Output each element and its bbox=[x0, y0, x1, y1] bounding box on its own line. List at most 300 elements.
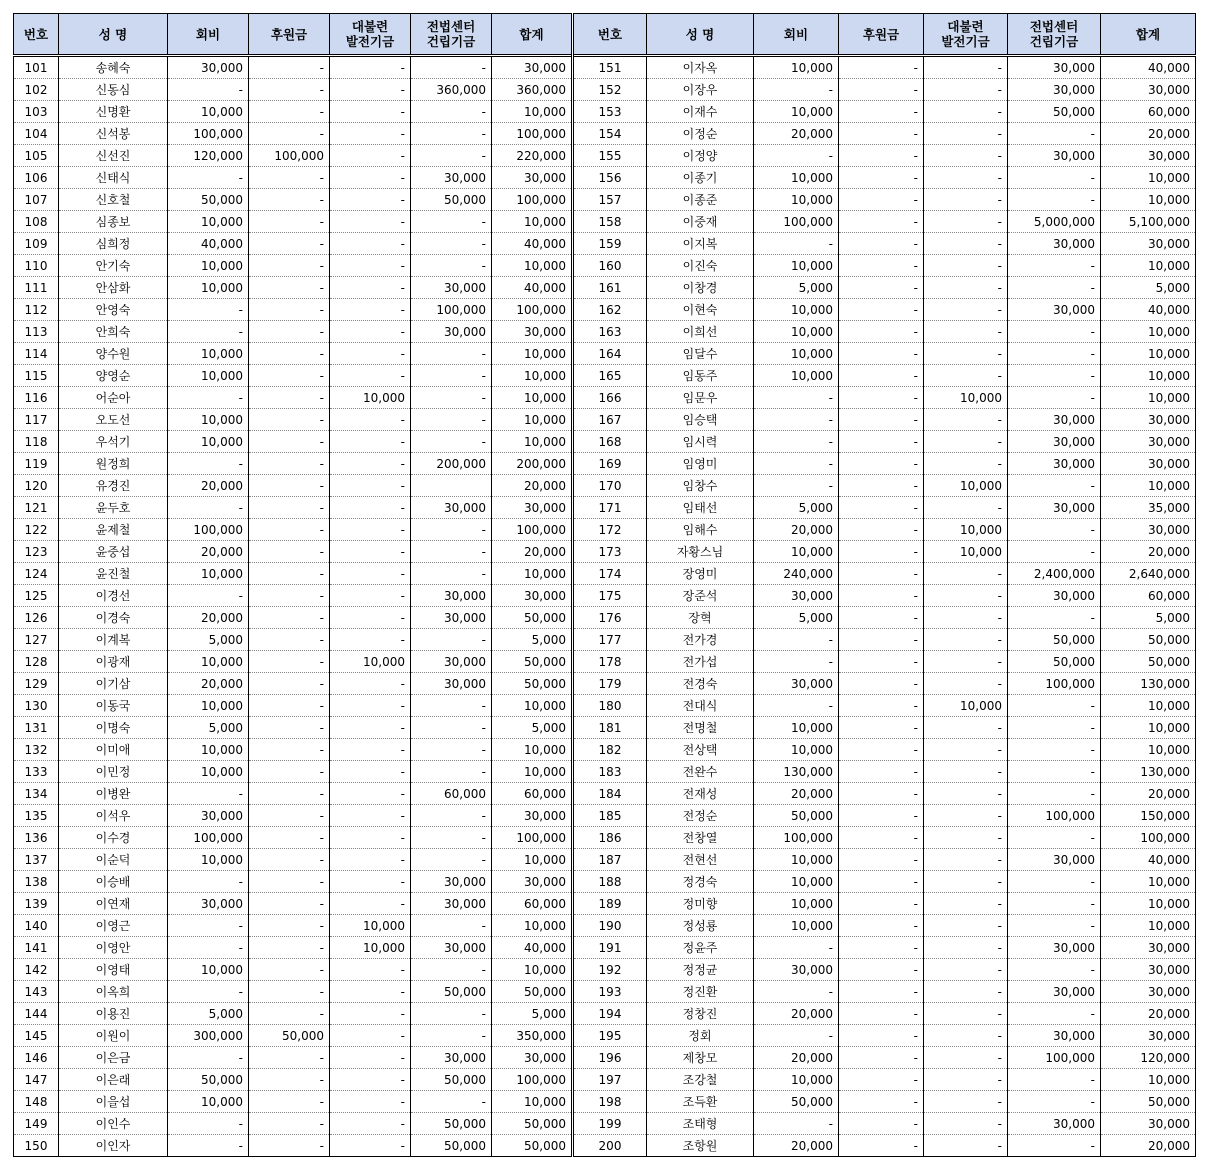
cell-kubf-fund: - bbox=[924, 497, 1008, 519]
cell-donation: - bbox=[249, 387, 330, 409]
cell-number: 150 bbox=[14, 1135, 59, 1157]
cell-name: 이민정 bbox=[59, 761, 168, 783]
cell-name: 이영안 bbox=[59, 937, 168, 959]
table-row bbox=[14, 673, 1196, 695]
cell-center-fund: 30,000 bbox=[411, 321, 492, 343]
cell-total: 100,000 bbox=[492, 827, 573, 849]
cell-number: 185 bbox=[573, 805, 647, 827]
cell-total: 20,000 bbox=[1101, 783, 1196, 805]
cell-donation: 50,000 bbox=[249, 1025, 330, 1047]
cell-donation: - bbox=[249, 827, 330, 849]
cell-kubf-fund: - bbox=[924, 1091, 1008, 1113]
cell-kubf-fund: - bbox=[924, 915, 1008, 937]
cell-center-fund: - bbox=[411, 915, 492, 937]
cell-donation: - bbox=[839, 1091, 924, 1113]
cell-name: 안희숙 bbox=[59, 321, 168, 343]
cell-center-fund: 30,000 bbox=[1008, 409, 1101, 431]
cell-kubf-fund: - bbox=[924, 585, 1008, 607]
cell-center-fund: 30,000 bbox=[411, 651, 492, 673]
cell-donation: - bbox=[839, 497, 924, 519]
cell-center-fund: - bbox=[1008, 387, 1101, 409]
cell-kubf-fund: - bbox=[924, 849, 1008, 871]
cell-total: 5,000 bbox=[1101, 277, 1196, 299]
cell-name: 조득환 bbox=[647, 1091, 754, 1113]
cell-kubf-fund: - bbox=[330, 475, 411, 497]
cell-total: 20,000 bbox=[1101, 1135, 1196, 1157]
cell-center-fund: 30,000 bbox=[411, 497, 492, 519]
cell-kubf-fund: - bbox=[330, 1113, 411, 1135]
cell-donation: - bbox=[249, 101, 330, 123]
table-row bbox=[14, 1135, 1196, 1157]
cell-center-fund: - bbox=[1008, 871, 1101, 893]
cell-total: 30,000 bbox=[1101, 233, 1196, 255]
cell-dues: - bbox=[754, 233, 839, 255]
cell-kubf-fund: - bbox=[330, 409, 411, 431]
cell-kubf-fund: - bbox=[330, 739, 411, 761]
cell-name: 심종보 bbox=[59, 211, 168, 233]
header-name-right: 성 명 bbox=[647, 14, 754, 56]
cell-center-fund: 30,000 bbox=[1008, 1025, 1101, 1047]
cell-total: 120,000 bbox=[1101, 1047, 1196, 1069]
cell-donation: - bbox=[839, 233, 924, 255]
cell-dues: 30,000 bbox=[754, 959, 839, 981]
cell-total: 10,000 bbox=[1101, 915, 1196, 937]
cell-number: 164 bbox=[573, 343, 647, 365]
cell-center-fund: 30,000 bbox=[411, 607, 492, 629]
cell-number: 155 bbox=[573, 145, 647, 167]
cell-center-fund: - bbox=[1008, 255, 1101, 277]
cell-donation: - bbox=[249, 1091, 330, 1113]
cell-number: 195 bbox=[573, 1025, 647, 1047]
cell-name: 이기삼 bbox=[59, 673, 168, 695]
table-row bbox=[14, 431, 1196, 453]
cell-number: 175 bbox=[573, 585, 647, 607]
cell-center-fund: 50,000 bbox=[411, 1113, 492, 1135]
cell-dues: 20,000 bbox=[168, 541, 249, 563]
cell-total: 5,000 bbox=[492, 629, 573, 651]
cell-number: 177 bbox=[573, 629, 647, 651]
cell-dues: 300,000 bbox=[168, 1025, 249, 1047]
cell-dues: 20,000 bbox=[754, 1135, 839, 1157]
cell-dues: - bbox=[168, 387, 249, 409]
cell-center-fund: - bbox=[1008, 915, 1101, 937]
cell-center-fund: 30,000 bbox=[1008, 585, 1101, 607]
cell-center-fund: 200,000 bbox=[411, 453, 492, 475]
cell-kubf-fund: - bbox=[924, 1003, 1008, 1025]
cell-name: 이옥희 bbox=[59, 981, 168, 1003]
cell-donation: - bbox=[839, 871, 924, 893]
cell-name: 이용진 bbox=[59, 1003, 168, 1025]
cell-total: 10,000 bbox=[1101, 739, 1196, 761]
cell-kubf-fund: 10,000 bbox=[924, 519, 1008, 541]
cell-donation: - bbox=[249, 233, 330, 255]
table-row bbox=[14, 1091, 1196, 1113]
cell-total: 100,000 bbox=[492, 519, 573, 541]
cell-name: 전정순 bbox=[647, 805, 754, 827]
cell-number: 126 bbox=[14, 607, 59, 629]
cell-center-fund: - bbox=[1008, 343, 1101, 365]
cell-donation: - bbox=[839, 915, 924, 937]
cell-dues: 30,000 bbox=[168, 893, 249, 915]
cell-donation: - bbox=[249, 1069, 330, 1091]
cell-dues: 120,000 bbox=[168, 145, 249, 167]
cell-center-fund: - bbox=[1008, 1135, 1101, 1157]
table-row bbox=[14, 365, 1196, 387]
cell-dues: 10,000 bbox=[754, 255, 839, 277]
cell-name: 임창수 bbox=[647, 475, 754, 497]
cell-kubf-fund: - bbox=[330, 563, 411, 585]
cell-center-fund: - bbox=[411, 431, 492, 453]
cell-center-fund: 30,000 bbox=[1008, 849, 1101, 871]
cell-kubf-fund: - bbox=[330, 1091, 411, 1113]
cell-total: 10,000 bbox=[492, 1091, 573, 1113]
cell-kubf-fund: - bbox=[330, 321, 411, 343]
cell-center-fund: - bbox=[411, 233, 492, 255]
cell-name: 윤중섭 bbox=[59, 541, 168, 563]
cell-donation: - bbox=[839, 453, 924, 475]
cell-center-fund bbox=[411, 475, 492, 497]
cell-kubf-fund: - bbox=[330, 233, 411, 255]
cell-total: 100,000 bbox=[492, 189, 573, 211]
cell-total: 10,000 bbox=[1101, 321, 1196, 343]
cell-dues: 10,000 bbox=[168, 739, 249, 761]
cell-name: 임문우 bbox=[647, 387, 754, 409]
cell-dues: 100,000 bbox=[168, 827, 249, 849]
cell-dues: 20,000 bbox=[754, 1003, 839, 1025]
cell-donation: - bbox=[839, 739, 924, 761]
cell-center-fund: - bbox=[411, 739, 492, 761]
cell-kubf-fund: - bbox=[924, 277, 1008, 299]
cell-kubf-fund: - bbox=[330, 1047, 411, 1069]
cell-kubf-fund: - bbox=[924, 431, 1008, 453]
cell-center-fund: 30,000 bbox=[1008, 56, 1101, 79]
cell-donation: - bbox=[249, 563, 330, 585]
cell-name: 신석봉 bbox=[59, 123, 168, 145]
cell-center-fund: 30,000 bbox=[1008, 1113, 1101, 1135]
cell-total: 100,000 bbox=[1101, 827, 1196, 849]
cell-donation: - bbox=[249, 475, 330, 497]
table-row bbox=[14, 299, 1196, 321]
cell-total: 50,000 bbox=[1101, 1091, 1196, 1113]
cell-center-fund: - bbox=[411, 959, 492, 981]
cell-donation: - bbox=[839, 321, 924, 343]
cell-number: 161 bbox=[573, 277, 647, 299]
cell-total: 200,000 bbox=[492, 453, 573, 475]
table-row bbox=[14, 167, 1196, 189]
cell-name: 정회 bbox=[647, 1025, 754, 1047]
cell-number: 124 bbox=[14, 563, 59, 585]
cell-total: 30,000 bbox=[492, 167, 573, 189]
cell-number: 135 bbox=[14, 805, 59, 827]
cell-total: 30,000 bbox=[1101, 431, 1196, 453]
cell-donation: - bbox=[839, 211, 924, 233]
cell-dues: 30,000 bbox=[168, 805, 249, 827]
cell-total: 10,000 bbox=[1101, 343, 1196, 365]
cell-name: 안영숙 bbox=[59, 299, 168, 321]
cell-donation: - bbox=[249, 959, 330, 981]
cell-center-fund: 30,000 bbox=[1008, 79, 1101, 101]
cell-donation: - bbox=[839, 475, 924, 497]
cell-kubf-fund: - bbox=[924, 211, 1008, 233]
cell-dues: - bbox=[754, 1113, 839, 1135]
cell-name: 이원이 bbox=[59, 1025, 168, 1047]
cell-number: 142 bbox=[14, 959, 59, 981]
cell-name: 임해수 bbox=[647, 519, 754, 541]
cell-donation: - bbox=[839, 893, 924, 915]
cell-center-fund: - bbox=[411, 761, 492, 783]
cell-dues: 130,000 bbox=[754, 761, 839, 783]
cell-donation: - bbox=[249, 453, 330, 475]
cell-center-fund: - bbox=[1008, 123, 1101, 145]
cell-name: 전가경 bbox=[647, 629, 754, 651]
cell-total: 10,000 bbox=[492, 255, 573, 277]
cell-donation: - bbox=[249, 541, 330, 563]
cell-dues: - bbox=[754, 387, 839, 409]
cell-number: 149 bbox=[14, 1113, 59, 1135]
table-row bbox=[14, 79, 1196, 101]
cell-number: 139 bbox=[14, 893, 59, 915]
cell-name: 이자옥 bbox=[647, 56, 754, 79]
cell-donation: - bbox=[249, 189, 330, 211]
cell-kubf-fund: 10,000 bbox=[924, 387, 1008, 409]
cell-name: 유경진 bbox=[59, 475, 168, 497]
cell-kubf-fund: 10,000 bbox=[924, 541, 1008, 563]
cell-total: 5,000 bbox=[492, 717, 573, 739]
table-row bbox=[14, 189, 1196, 211]
cell-kubf-fund: - bbox=[330, 1135, 411, 1157]
cell-number: 105 bbox=[14, 145, 59, 167]
cell-donation: - bbox=[839, 56, 924, 79]
cell-dues: - bbox=[168, 937, 249, 959]
cell-name: 정진환 bbox=[647, 981, 754, 1003]
cell-kubf-fund: - bbox=[330, 1069, 411, 1091]
cell-dues: 10,000 bbox=[168, 365, 249, 387]
cell-donation: - bbox=[839, 1047, 924, 1069]
cell-center-fund: - bbox=[411, 695, 492, 717]
cell-kubf-fund: - bbox=[330, 607, 411, 629]
cell-number: 191 bbox=[573, 937, 647, 959]
cell-total: 10,000 bbox=[492, 211, 573, 233]
cell-number: 163 bbox=[573, 321, 647, 343]
cell-donation: 100,000 bbox=[249, 145, 330, 167]
cell-name: 임승택 bbox=[647, 409, 754, 431]
cell-name: 신동심 bbox=[59, 79, 168, 101]
cell-center-fund: - bbox=[1008, 607, 1101, 629]
cell-dues: - bbox=[168, 167, 249, 189]
cell-center-fund: - bbox=[411, 1003, 492, 1025]
cell-total: 50,000 bbox=[492, 1135, 573, 1157]
cell-name: 이재수 bbox=[647, 101, 754, 123]
cell-donation: - bbox=[839, 805, 924, 827]
cell-center-fund: 30,000 bbox=[411, 937, 492, 959]
cell-name: 전명철 bbox=[647, 717, 754, 739]
header-row bbox=[14, 14, 1196, 56]
cell-dues: 5,000 bbox=[754, 497, 839, 519]
table-row bbox=[14, 651, 1196, 673]
cell-center-fund: 30,000 bbox=[411, 585, 492, 607]
cell-dues: 240,000 bbox=[754, 563, 839, 585]
cell-total: 30,000 bbox=[1101, 1113, 1196, 1135]
cell-name: 이영근 bbox=[59, 915, 168, 937]
cell-donation: - bbox=[249, 717, 330, 739]
cell-total: 30,000 bbox=[492, 1047, 573, 1069]
cell-kubf-fund: - bbox=[924, 101, 1008, 123]
cell-total: 10,000 bbox=[492, 761, 573, 783]
cell-donation: - bbox=[839, 255, 924, 277]
cell-number: 197 bbox=[573, 1069, 647, 1091]
table-row bbox=[14, 827, 1196, 849]
cell-center-fund: 100,000 bbox=[411, 299, 492, 321]
cell-kubf-fund: - bbox=[924, 1113, 1008, 1135]
cell-center-fund: 50,000 bbox=[411, 981, 492, 1003]
cell-number: 167 bbox=[573, 409, 647, 431]
cell-center-fund: - bbox=[411, 563, 492, 585]
cell-name: 이광재 bbox=[59, 651, 168, 673]
cell-dues: - bbox=[168, 1047, 249, 1069]
cell-kubf-fund: - bbox=[924, 871, 1008, 893]
cell-donation: - bbox=[249, 651, 330, 673]
cell-donation: - bbox=[249, 849, 330, 871]
cell-kubf-fund: - bbox=[924, 761, 1008, 783]
cell-kubf-fund: 10,000 bbox=[330, 387, 411, 409]
cell-total: 10,000 bbox=[1101, 365, 1196, 387]
cell-donation: - bbox=[249, 1003, 330, 1025]
cell-kubf-fund: - bbox=[924, 79, 1008, 101]
cell-name: 이계복 bbox=[59, 629, 168, 651]
cell-center-fund: - bbox=[1008, 1069, 1101, 1091]
cell-total: 50,000 bbox=[492, 651, 573, 673]
cell-kubf-fund: - bbox=[924, 673, 1008, 695]
cell-name: 이순덕 bbox=[59, 849, 168, 871]
table-row bbox=[14, 255, 1196, 277]
cell-number: 106 bbox=[14, 167, 59, 189]
cell-number: 170 bbox=[573, 475, 647, 497]
donation-ledger bbox=[13, 13, 1195, 1157]
cell-kubf-fund: - bbox=[924, 563, 1008, 585]
cell-number: 104 bbox=[14, 123, 59, 145]
cell-kubf-fund: - bbox=[924, 981, 1008, 1003]
cell-number: 193 bbox=[573, 981, 647, 1003]
cell-donation: - bbox=[249, 299, 330, 321]
table-row bbox=[14, 1069, 1196, 1091]
cell-kubf-fund: - bbox=[330, 145, 411, 167]
cell-center-fund: 50,000 bbox=[411, 1069, 492, 1091]
cell-total: 40,000 bbox=[492, 233, 573, 255]
cell-name: 정창진 bbox=[647, 1003, 754, 1025]
cell-donation: - bbox=[839, 387, 924, 409]
cell-donation: - bbox=[249, 123, 330, 145]
cell-dues: 100,000 bbox=[754, 827, 839, 849]
cell-name: 임동주 bbox=[647, 365, 754, 387]
cell-name: 임영미 bbox=[647, 453, 754, 475]
cell-total: 10,000 bbox=[492, 409, 573, 431]
cell-donation: - bbox=[249, 519, 330, 541]
cell-kubf-fund: - bbox=[330, 519, 411, 541]
cell-donation: - bbox=[249, 585, 330, 607]
cell-kubf-fund: - bbox=[330, 79, 411, 101]
cell-total: 60,000 bbox=[492, 893, 573, 915]
cell-kubf-fund: - bbox=[924, 255, 1008, 277]
cell-donation: - bbox=[249, 409, 330, 431]
cell-name: 오도선 bbox=[59, 409, 168, 431]
cell-kubf-fund: - bbox=[924, 717, 1008, 739]
cell-number: 140 bbox=[14, 915, 59, 937]
cell-number: 108 bbox=[14, 211, 59, 233]
cell-name: 전현선 bbox=[647, 849, 754, 871]
cell-center-fund: - bbox=[411, 387, 492, 409]
cell-kubf-fund: - bbox=[924, 453, 1008, 475]
cell-kubf-fund: - bbox=[330, 453, 411, 475]
cell-donation: - bbox=[249, 805, 330, 827]
cell-kubf-fund: - bbox=[330, 981, 411, 1003]
table-row bbox=[14, 211, 1196, 233]
cell-number: 136 bbox=[14, 827, 59, 849]
cell-name: 이장우 bbox=[647, 79, 754, 101]
cell-center-fund: 60,000 bbox=[411, 783, 492, 805]
cell-kubf-fund: - bbox=[924, 1025, 1008, 1047]
cell-total: 30,000 bbox=[1101, 519, 1196, 541]
cell-number: 196 bbox=[573, 1047, 647, 1069]
cell-kubf-fund: - bbox=[924, 1135, 1008, 1157]
cell-number: 186 bbox=[573, 827, 647, 849]
cell-center-fund: 50,000 bbox=[1008, 101, 1101, 123]
cell-dues: 10,000 bbox=[754, 871, 839, 893]
cell-number: 111 bbox=[14, 277, 59, 299]
cell-dues: 5,000 bbox=[754, 277, 839, 299]
cell-kubf-fund: - bbox=[330, 56, 411, 79]
cell-number: 144 bbox=[14, 1003, 59, 1025]
cell-total: 10,000 bbox=[492, 959, 573, 981]
cell-kubf-fund: 10,000 bbox=[330, 651, 411, 673]
cell-center-fund: - bbox=[411, 827, 492, 849]
cell-number: 102 bbox=[14, 79, 59, 101]
cell-number: 132 bbox=[14, 739, 59, 761]
cell-total: 50,000 bbox=[492, 1113, 573, 1135]
cell-kubf-fund: - bbox=[924, 629, 1008, 651]
table-row bbox=[14, 937, 1196, 959]
cell-dues: 30,000 bbox=[754, 585, 839, 607]
cell-kubf-fund: - bbox=[330, 761, 411, 783]
cell-center-fund: 360,000 bbox=[411, 79, 492, 101]
cell-name: 장영미 bbox=[647, 563, 754, 585]
cell-center-fund: 30,000 bbox=[1008, 431, 1101, 453]
cell-dues: 10,000 bbox=[754, 101, 839, 123]
cell-dues: 10,000 bbox=[754, 343, 839, 365]
cell-dues: - bbox=[168, 453, 249, 475]
cell-center-fund: - bbox=[1008, 541, 1101, 563]
header-name-left: 성 명 bbox=[59, 14, 168, 56]
cell-name: 이정양 bbox=[647, 145, 754, 167]
cell-total: 220,000 bbox=[492, 145, 573, 167]
table-row bbox=[14, 453, 1196, 475]
cell-kubf-fund: - bbox=[330, 673, 411, 695]
cell-kubf-fund: - bbox=[330, 629, 411, 651]
cell-donation: - bbox=[249, 1113, 330, 1135]
table-row bbox=[14, 145, 1196, 167]
table-row bbox=[14, 101, 1196, 123]
cell-donation: - bbox=[249, 893, 330, 915]
cell-donation: - bbox=[839, 101, 924, 123]
cell-total: 60,000 bbox=[1101, 585, 1196, 607]
cell-kubf-fund: - bbox=[924, 409, 1008, 431]
cell-total: 60,000 bbox=[492, 783, 573, 805]
cell-donation: - bbox=[249, 629, 330, 651]
table-row bbox=[14, 695, 1196, 717]
cell-total: 30,000 bbox=[492, 497, 573, 519]
cell-dues: 10,000 bbox=[168, 343, 249, 365]
cell-dues: 10,000 bbox=[168, 255, 249, 277]
cell-number: 143 bbox=[14, 981, 59, 1003]
